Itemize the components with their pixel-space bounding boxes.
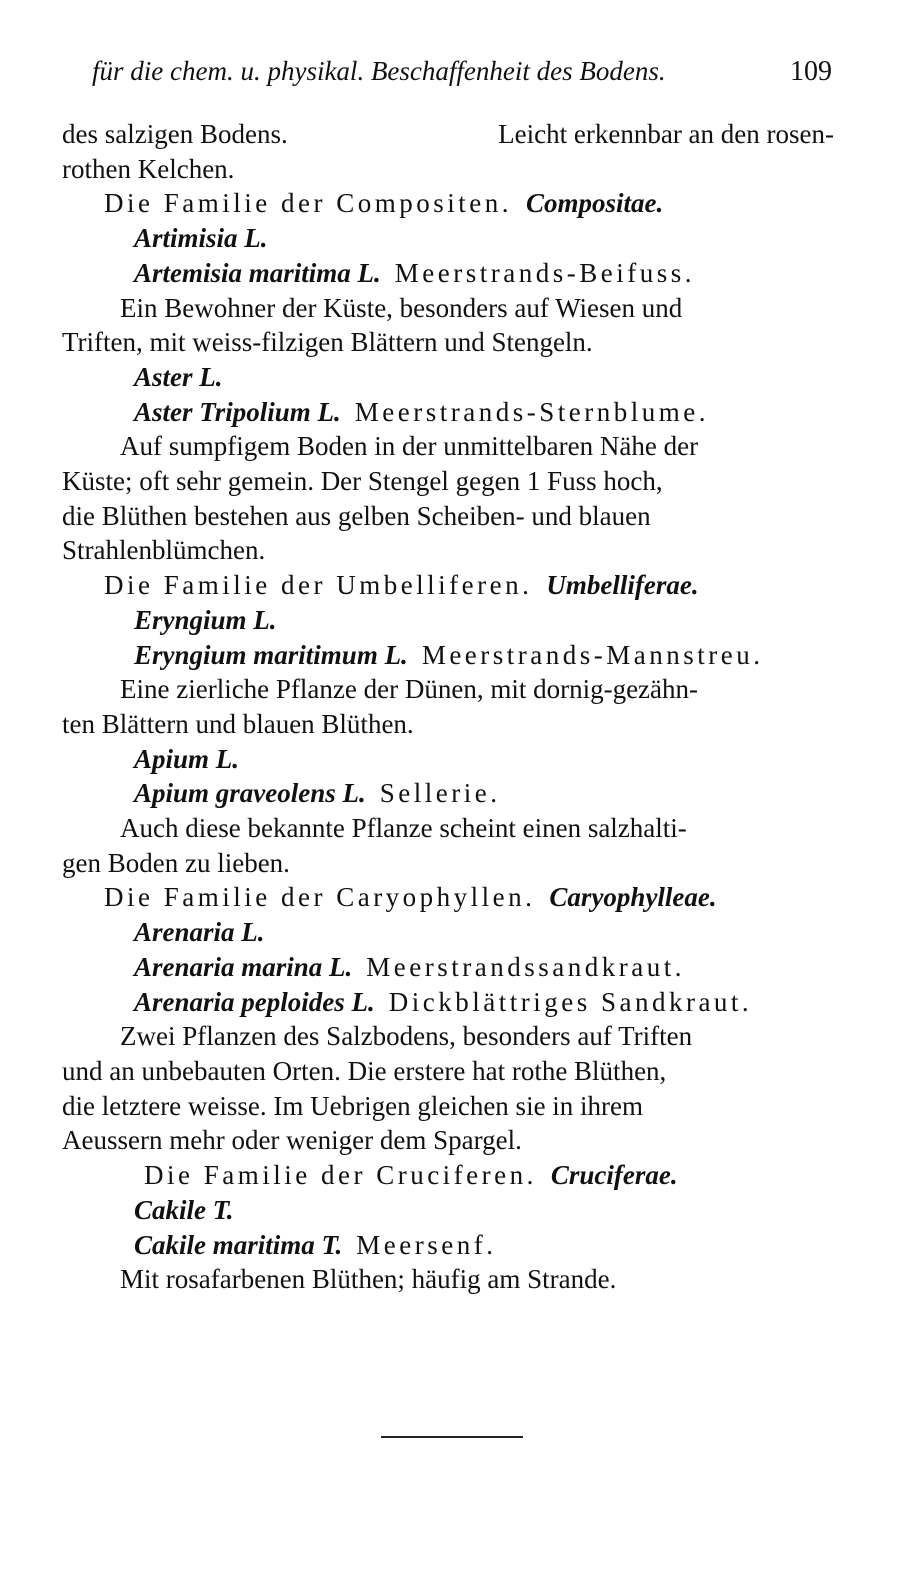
text-segment: des salzigen Bodens. bbox=[62, 119, 288, 149]
species-cakile-maritima bbox=[62, 1228, 834, 1263]
text-line: Zwei Pflanzen des Salzbodens, besonders auf Triften bbox=[120, 1021, 693, 1052]
species-german: Meersenf. bbox=[356, 1229, 497, 1260]
family-latin: Cruciferae. bbox=[550, 1160, 678, 1191]
family-latin: Umbelliferae. bbox=[546, 570, 699, 601]
species-german: Meerstrands-Sternblume. bbox=[354, 396, 709, 427]
species-latin: Aster Tripolium L. bbox=[134, 396, 341, 427]
text-line: Triften, mit weiss-filzigen Blättern und Stengeln. bbox=[62, 327, 593, 358]
genus-artimisia: Artimisia L. bbox=[134, 223, 268, 254]
text-line: Eine zierliche Pflanze der Dünen, mit dornig-gezähn- bbox=[120, 674, 699, 705]
genus-eryngium: Eryngium L. bbox=[134, 604, 277, 635]
family-heading-compositen bbox=[62, 186, 834, 221]
species-eryngium-maritimum bbox=[62, 638, 834, 673]
family-latin: Compositae. bbox=[525, 188, 664, 219]
species-german: Meerstrands-Beifuss. bbox=[394, 257, 695, 288]
text-line: Auf sumpfigem Boden in der unmittelbaren Nähe der bbox=[120, 431, 699, 462]
running-header bbox=[92, 56, 832, 88]
genus-arenaria: Arenaria L. bbox=[134, 917, 265, 948]
species-latin: Cakile maritima T. bbox=[134, 1229, 343, 1260]
species-latin: Artemisia maritima L. bbox=[134, 257, 381, 288]
text-line: die letztere weisse. Im Uebrigen gleichen sie in ihrem bbox=[62, 1090, 644, 1121]
text-line: die Blüthen bestehen aus gelben Scheiben- und blauen bbox=[62, 500, 651, 531]
species-arenaria-marina bbox=[62, 950, 834, 985]
species-german: Meerstrandssandkraut. bbox=[366, 951, 685, 982]
species-latin: Arenaria peploides L. bbox=[134, 986, 375, 1017]
text-line: Ein Bewohner der Küste, besonders auf Wiesen und bbox=[120, 292, 683, 323]
genus-cakile: Cakile T. bbox=[134, 1194, 234, 1225]
species-latin: Eryngium maritimum L. bbox=[134, 639, 408, 670]
text-line: Mit rosafarbenen Blüthen; häufig am Strande. bbox=[120, 1264, 617, 1295]
running-title: für die chem. u. physikal. Beschaffenheit des Bodens. bbox=[92, 56, 666, 86]
family-heading-caryophyllen bbox=[62, 880, 834, 915]
species-german: Sellerie. bbox=[379, 778, 501, 809]
family-heading-umbelliferen bbox=[62, 568, 834, 603]
text-line: Aeussern mehr oder weniger dem Spargel. bbox=[62, 1125, 522, 1156]
species-latin: Apium graveolens L. bbox=[134, 778, 366, 809]
species-german: Meerstrands-Mannstreu. bbox=[421, 639, 764, 670]
family-name: Die Familie der Compositen. bbox=[104, 188, 512, 219]
family-heading-cruciferen bbox=[62, 1158, 834, 1193]
species-apium-graveolens bbox=[62, 776, 834, 811]
text-line: ten Blättern und blauen Blüthen. bbox=[62, 708, 414, 739]
text-line bbox=[62, 117, 834, 152]
family-name: Die Familie der Umbelliferen. bbox=[104, 570, 533, 601]
species-german: Dickblättriges Sandkraut. bbox=[388, 986, 753, 1017]
text-line: und an unbebauten Orten. Die erstere hat rothe Blüthen, bbox=[62, 1055, 667, 1086]
page-body bbox=[62, 117, 834, 1297]
family-name: Die Familie der Caryophyllen. bbox=[104, 882, 536, 913]
text-line: Küste; oft sehr gemein. Der Stengel gegen 1 Fuss hoch, bbox=[62, 466, 663, 497]
species-latin: Arenaria marina L. bbox=[134, 951, 353, 982]
text-line: gen Boden zu lieben. bbox=[62, 847, 290, 878]
genus-aster: Aster L. bbox=[134, 361, 223, 392]
family-name: Die Familie der Cruciferen. bbox=[144, 1160, 537, 1191]
family-latin: Caryophylleae. bbox=[549, 882, 717, 913]
text-segment: Leicht erkennbar an den rosen- bbox=[498, 119, 834, 149]
genus-apium: Apium L. bbox=[134, 743, 240, 774]
species-aster-tripolium bbox=[62, 395, 834, 430]
closing-rule bbox=[381, 1436, 523, 1438]
species-artemisia-maritima bbox=[62, 256, 834, 291]
text-line: Strahlenblümchen. bbox=[62, 535, 266, 566]
text-line: rothen Kelchen. bbox=[62, 153, 235, 184]
text-line: Auch diese bekannte Pflanze scheint einen salzhalti- bbox=[120, 813, 687, 844]
species-arenaria-peploides bbox=[62, 985, 834, 1020]
page-number: 109 bbox=[790, 56, 832, 87]
